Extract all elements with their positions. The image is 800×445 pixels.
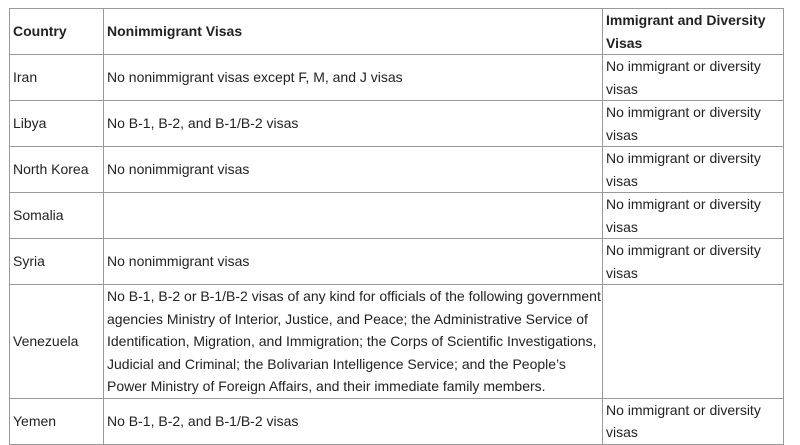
visa-restrictions-table (9, 8, 784, 445)
nonimmigrant-cell: No B-1, B-2 or B-1/B-2 visas of any kind for officials of the following government agencies Ministry of Interior, Justice, and Peace; the Administrative Service of Identification, Migration, and Immigration; the Corps of Scientific Investigations, Judicial and Criminal; the Bolivarian Intelligence Service; and the People’s Power Ministry of Foreign Affairs, and their immediate family members. (104, 285, 603, 399)
country-cell: Venezuela (10, 285, 104, 399)
country-cell: Yemen (10, 398, 104, 444)
country-cell: North Korea (10, 147, 104, 193)
table-row (10, 398, 784, 444)
header-nonimmigrant-visas: Nonimmigrant Visas (104, 9, 603, 55)
table-header-row (10, 9, 784, 55)
table-row (10, 55, 784, 101)
immigrant-cell: No immigrant or diversity visas (603, 239, 784, 285)
nonimmigrant-cell: No nonimmigrant visas (104, 147, 603, 193)
table-row (10, 193, 784, 239)
country-cell: Somalia (10, 193, 104, 239)
country-cell: Iran (10, 55, 104, 101)
immigrant-cell: No immigrant or diversity visas (603, 147, 784, 193)
header-country: Country (10, 9, 104, 55)
table-row (10, 285, 784, 399)
country-cell: Syria (10, 239, 104, 285)
immigrant-cell (603, 285, 784, 399)
immigrant-cell: No immigrant or diversity visas (603, 193, 784, 239)
country-cell: Libya (10, 101, 104, 147)
nonimmigrant-cell: No B-1, B-2, and B-1/B-2 visas (104, 398, 603, 444)
table-row (10, 239, 784, 285)
immigrant-cell: No immigrant or diversity visas (603, 101, 784, 147)
nonimmigrant-cell: No nonimmigrant visas except F, M, and J visas (104, 55, 603, 101)
nonimmigrant-cell: No nonimmigrant visas (104, 239, 603, 285)
immigrant-cell: No immigrant or diversity visas (603, 398, 784, 444)
nonimmigrant-cell (104, 193, 603, 239)
immigrant-cell: No immigrant or diversity visas (603, 55, 784, 101)
table-row (10, 101, 784, 147)
table-row (10, 147, 784, 193)
header-immigrant-diversity-visas: Immigrant and Diversity Visas (603, 9, 784, 55)
nonimmigrant-cell: No B-1, B-2, and B-1/B-2 visas (104, 101, 603, 147)
